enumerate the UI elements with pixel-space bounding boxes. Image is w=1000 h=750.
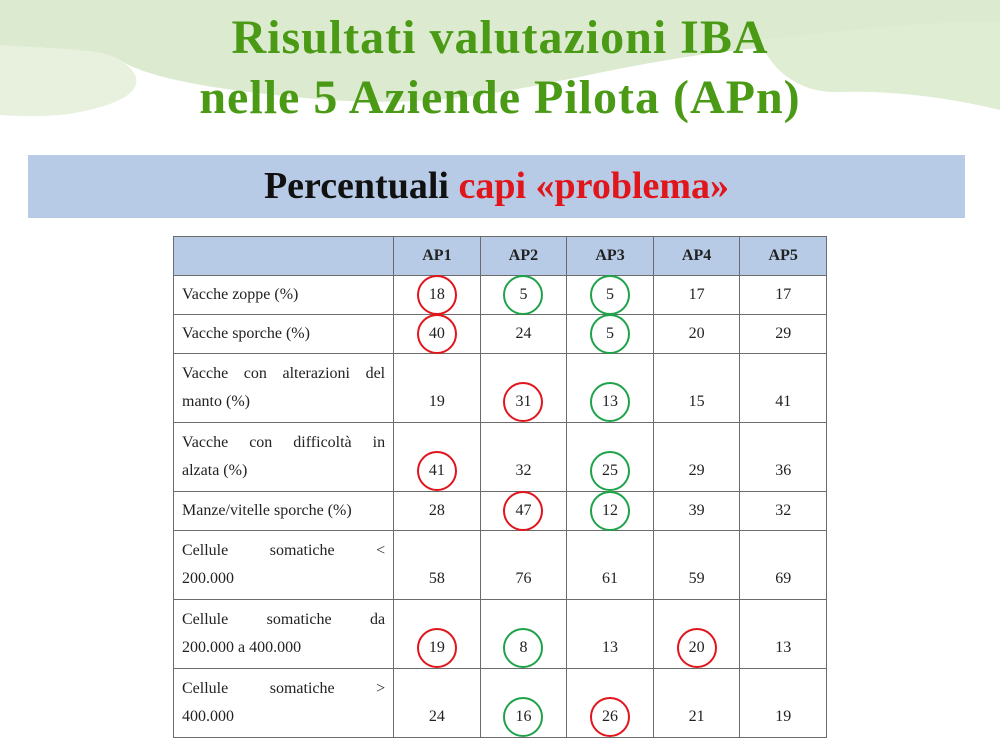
cell-ap2: [480, 600, 567, 669]
cell-value: 41: [428, 462, 445, 479]
row-label-line-1: Vacche con alterazioni del: [182, 365, 386, 382]
cell-value: 58: [428, 570, 445, 587]
row-label: Vacche sporche (%): [174, 315, 394, 354]
cell-ap5: [740, 423, 827, 492]
results-table: [173, 236, 827, 738]
cell-value: 16: [515, 708, 532, 725]
row-label: Manze/vitelle sporche (%): [174, 492, 394, 531]
red-highlight-circle: [417, 628, 457, 668]
cell-value: 41: [775, 393, 792, 410]
cell-ap1: [394, 492, 481, 531]
cell-ap4: [653, 354, 740, 423]
cell-value: 13: [602, 393, 619, 410]
cell-value: 61: [602, 570, 619, 587]
subtitle-part-2: capi «problema»: [458, 165, 730, 207]
cell-value: 17: [775, 286, 792, 303]
cell-value: 19: [428, 393, 445, 410]
cell-ap5: [740, 276, 827, 315]
green-highlight-circle: [503, 275, 543, 315]
cell-ap4: [653, 531, 740, 600]
table-row: [174, 315, 827, 354]
cell-value: 59: [688, 570, 705, 587]
cell-value: 20: [688, 325, 705, 342]
cell-value: 28: [428, 502, 445, 519]
row-label-line-2: manto (%): [182, 393, 250, 410]
cell-ap1: [394, 276, 481, 315]
cell-value: 69: [775, 570, 792, 587]
cell-value: 5: [519, 286, 528, 303]
cell-ap1: [394, 354, 481, 423]
header-ap3: AP3: [567, 237, 654, 276]
title-line-1: Risultati valutazioni IBA: [231, 11, 769, 64]
row-label: [174, 354, 394, 423]
row-label: [174, 600, 394, 669]
header-ap1: AP1: [394, 237, 481, 276]
cell-value: 17: [688, 286, 705, 303]
green-highlight-circle: [590, 491, 630, 531]
cell-ap3: [567, 531, 654, 600]
cell-value: 76: [515, 570, 532, 587]
cell-ap1: [394, 531, 481, 600]
page-title: [0, 8, 1000, 128]
cell-ap1: [394, 315, 481, 354]
green-highlight-circle: [503, 628, 543, 668]
green-highlight-circle: [590, 451, 630, 491]
table-row: [174, 669, 827, 738]
cell-value: 26: [602, 708, 619, 725]
cell-ap2: [480, 354, 567, 423]
cell-value: 32: [515, 462, 532, 479]
cell-value: 40: [428, 325, 445, 342]
cell-ap4: [653, 669, 740, 738]
red-highlight-circle: [417, 451, 457, 491]
row-label: [174, 669, 394, 738]
cell-value: 24: [428, 708, 445, 725]
green-highlight-circle: [503, 697, 543, 737]
table-row: [174, 423, 827, 492]
green-highlight-circle: [590, 382, 630, 422]
cell-ap2: [480, 492, 567, 531]
table-row: [174, 531, 827, 600]
green-highlight-circle: [590, 314, 630, 354]
cell-value: 19: [775, 708, 792, 725]
header-ap5: AP5: [740, 237, 827, 276]
header-ap4: AP4: [653, 237, 740, 276]
green-highlight-circle: [590, 275, 630, 315]
cell-ap5: [740, 669, 827, 738]
header-ap2: AP2: [480, 237, 567, 276]
title-line-2: nelle 5 Aziende Pilota (APn): [199, 71, 801, 124]
row-label: [174, 531, 394, 600]
cell-ap3: [567, 354, 654, 423]
red-highlight-circle: [590, 697, 630, 737]
cell-ap5: [740, 354, 827, 423]
cell-ap4: [653, 276, 740, 315]
row-label: [174, 423, 394, 492]
header-row: [174, 237, 827, 276]
table-row: [174, 276, 827, 315]
cell-ap4: [653, 315, 740, 354]
cell-ap5: [740, 600, 827, 669]
cell-ap3: [567, 669, 654, 738]
row-label: Vacche zoppe (%): [174, 276, 394, 315]
header-corner: [174, 237, 394, 276]
row-label-line-1: Vacche con difficoltà in: [182, 434, 386, 451]
cell-value: 12: [602, 502, 619, 519]
cell-ap5: [740, 315, 827, 354]
cell-ap5: [740, 531, 827, 600]
cell-value: 31: [515, 393, 532, 410]
row-label-line-1: Cellule somatiche <: [182, 542, 386, 559]
cell-value: 13: [775, 639, 792, 656]
cell-ap1: [394, 669, 481, 738]
row-label-line-2: 200.000 a 400.000: [182, 639, 302, 656]
cell-ap4: [653, 600, 740, 669]
cell-value: 19: [428, 639, 445, 656]
row-label-line-2: 400.000: [182, 708, 234, 725]
cell-value: 13: [602, 639, 619, 656]
red-highlight-circle: [677, 628, 717, 668]
cell-ap3: [567, 600, 654, 669]
cell-value: 5: [606, 286, 615, 303]
cell-ap3: [567, 423, 654, 492]
cell-value: 21: [688, 708, 705, 725]
row-label-line-2: 200.000: [182, 570, 234, 587]
cell-ap2: [480, 315, 567, 354]
cell-value: 15: [688, 393, 705, 410]
cell-value: 18: [428, 286, 445, 303]
cell-value: 25: [602, 462, 619, 479]
cell-value: 8: [519, 639, 528, 656]
table-row: [174, 492, 827, 531]
red-highlight-circle: [503, 491, 543, 531]
cell-value: 29: [688, 462, 705, 479]
row-label-line-2: alzata (%): [182, 462, 248, 479]
cell-value: 32: [775, 502, 792, 519]
subtitle-part-1: Percentuali: [263, 165, 459, 207]
row-label-line-1: Cellule somatiche da: [182, 611, 386, 628]
red-highlight-circle: [503, 382, 543, 422]
cell-ap4: [653, 492, 740, 531]
cell-value: 29: [775, 325, 792, 342]
red-highlight-circle: [417, 275, 457, 315]
cell-value: 36: [775, 462, 792, 479]
cell-value: 24: [515, 325, 532, 342]
cell-ap2: [480, 669, 567, 738]
cell-ap1: [394, 423, 481, 492]
cell-ap2: [480, 276, 567, 315]
cell-value: 47: [515, 502, 532, 519]
row-label-line-1: Cellule somatiche >: [182, 680, 386, 697]
cell-value: 20: [688, 639, 705, 656]
cell-ap3: [567, 276, 654, 315]
cell-ap5: [740, 492, 827, 531]
cell-value: 5: [606, 325, 615, 342]
cell-ap3: [567, 492, 654, 531]
subtitle-banner: [28, 155, 965, 218]
table-row: [174, 354, 827, 423]
red-highlight-circle: [417, 314, 457, 354]
cell-value: 39: [688, 502, 705, 519]
cell-ap2: [480, 531, 567, 600]
cell-ap3: [567, 315, 654, 354]
cell-ap4: [653, 423, 740, 492]
table-row: [174, 600, 827, 669]
cell-ap1: [394, 600, 481, 669]
cell-ap2: [480, 423, 567, 492]
